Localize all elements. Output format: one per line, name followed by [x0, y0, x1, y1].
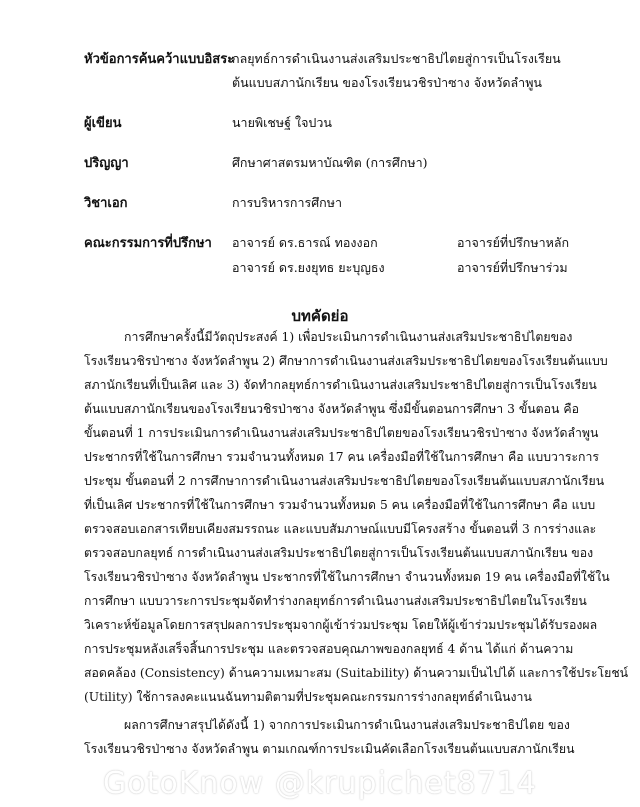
abstract-line: ขั้นตอนที่ 1 การประเมินการดำเนินงานส่งเสริมประชาธิปไตยของโรงเรียนวชิรป่าซาง จังหวัดลำพูน: [84, 426, 599, 440]
abstract-line: ที่เป็นเลิศ ประชากรที่ใช้ในการศึกษา รวมจำนวนทั้งหมด 5 คน เครื่องมือที่ใช้ในการศึกษา คือ แบบ: [84, 498, 596, 512]
abstract-line: (Utility) ใช้การลงคะแนนฉันทามติตามที่ประชุมคณะกรรมการร่างกลยุทธ์ดำเนินงาน: [84, 690, 532, 704]
abstract-title: บทคัดย่อ: [291, 307, 349, 325]
topic-line-2: ต้นแบบสภานักเรียน ของโรงเรียนวชิรป่าซาง จังหวัดลำพูน: [232, 75, 542, 90]
committee-label: คณะกรรมการที่ปรึกษา: [84, 236, 212, 251]
abstract-line: การศึกษา แบบวาระการประชุมจัดทำร่างกลยุทธ์การดำเนินงานส่งเสริมประชาธิปไตยในโรงเรียน: [84, 594, 587, 608]
major-value: การบริหารการศึกษา: [232, 195, 342, 210]
committee-member-1-name: อาจารย์ ดร.ธารณ์ ทองงอก: [232, 235, 378, 250]
abstract-line: โรงเรียนวชิรป่าซาง จังหวัดลำพูน ตามเกณฑ์การประเมินคัดเลือกโรงเรียนต้นแบบสภานักเรียน: [84, 742, 575, 756]
committee-member-2-role: อาจารย์ที่ปรึกษาร่วม: [457, 260, 568, 275]
committee-member-2-name: อาจารย์ ดร.ยงยุทธ ยะบุญธง: [232, 260, 385, 275]
topic-line-1: กลยุทธ์การดำเนินงานส่งเสริมประชาธิปไตยสู่การเป็นโรงเรียน: [232, 51, 561, 66]
abstract-line: การศึกษาครั้งนี้มีวัตถุประสงค์ 1) เพื่อประเมินการดำเนินงานส่งเสริมประชาธิปไตยของ: [124, 330, 573, 344]
abstract-line: ตรวจสอบเอกสารเทียบเคียงสมรรถนะ และแบบสัมภาษณ์แบบมีโครงสร้าง ขั้นตอนที่ 3 การร่างและ: [84, 522, 597, 536]
abstract-line: สอดคล้อง (Consistency) ด้านความเหมาะสม (Suitability) ด้านความเป็นไปได้ และการใช้ประโยชน์: [84, 666, 629, 680]
degree-value: ศึกษาศาสตรมหาบัณฑิต (การศึกษา): [232, 155, 428, 170]
abstract-line: วิเคราะห์ข้อมูลโดยการสรุปผลการประชุมจากผู้เข้าร่วมประชุม โดยให้ผู้เข้าร่วมประชุมได้รับรองผล: [84, 618, 598, 632]
degree-label: ปริญญา: [84, 156, 129, 171]
abstract-line: ประชากรที่ใช้ในการศึกษา รวมจำนวนทั้งหมด 17 คน เครื่องมือที่ใช้ในการศึกษา คือ แบบวาระการ: [84, 450, 600, 464]
abstract-line: ผลการศึกษาสรุปได้ดังนี้ 1) จากการประเมินการดำเนินงานส่งเสริมประชาธิปไตย ของ: [124, 718, 570, 732]
topic-label: หัวข้อการค้นคว้าแบบอิสระ: [84, 52, 235, 67]
abstract-line: การประชุมหลังเสร็จสิ้นการประชุม และตรวจสอบคุณภาพของกลยุทธ์ 4 ด้าน ได้แก่ ด้านความ: [84, 642, 574, 656]
abstract-line: โรงเรียนวชิรป่าซาง จังหวัดลำพูน 2) ศึกษาการดำเนินงานส่งเสริมประชาธิปไตยของโรงเรียนต้นแบบ: [84, 354, 608, 368]
committee-member-1-role: อาจารย์ที่ปรึกษาหลัก: [457, 235, 570, 250]
author-value: นายพิเชษฐ์ ใจปวน: [232, 115, 332, 130]
abstract-line: สภานักเรียนที่เป็นเลิศ และ 3) จัดทำกลยุทธ์การดำเนินงานส่งเสริมประชาธิปไตยสู่การเป็นโรงเรียน: [84, 378, 597, 392]
abstract-line: ต้นแบบสภานักเรียนของโรงเรียนวชิรป่าซาง จังหวัดลำพูน ซึ่งมีขั้นตอนการศึกษา 3 ขั้นตอน คือ: [84, 402, 579, 416]
abstract-line: โรงเรียนวชิรป่าซาง จังหวัดลำพูน ประชากรที่ใช้ในการศึกษา จำนวนทั้งหมด 19 คน เครื่องมือที่ใช้ใน: [84, 570, 610, 584]
watermark-text: GotoKnow @krupichet8714: [102, 766, 537, 801]
abstract-line: ประชุม ขั้นตอนที่ 2 การศึกษาการดำเนินงานส่งเสริมประชาธิปไตยของโรงเรียนต้นแบบสภานักเรียน: [84, 474, 605, 488]
author-label: ผู้เขียน: [84, 116, 122, 131]
major-label: วิชาเอก: [84, 196, 128, 211]
abstract-line: ตรวจสอบกลยุทธ์ การดำเนินงานส่งเสริมประชาธิปไตยสู่การเป็นโรงเรียนต้นแบบสภานักเรียน ของ: [84, 546, 594, 560]
